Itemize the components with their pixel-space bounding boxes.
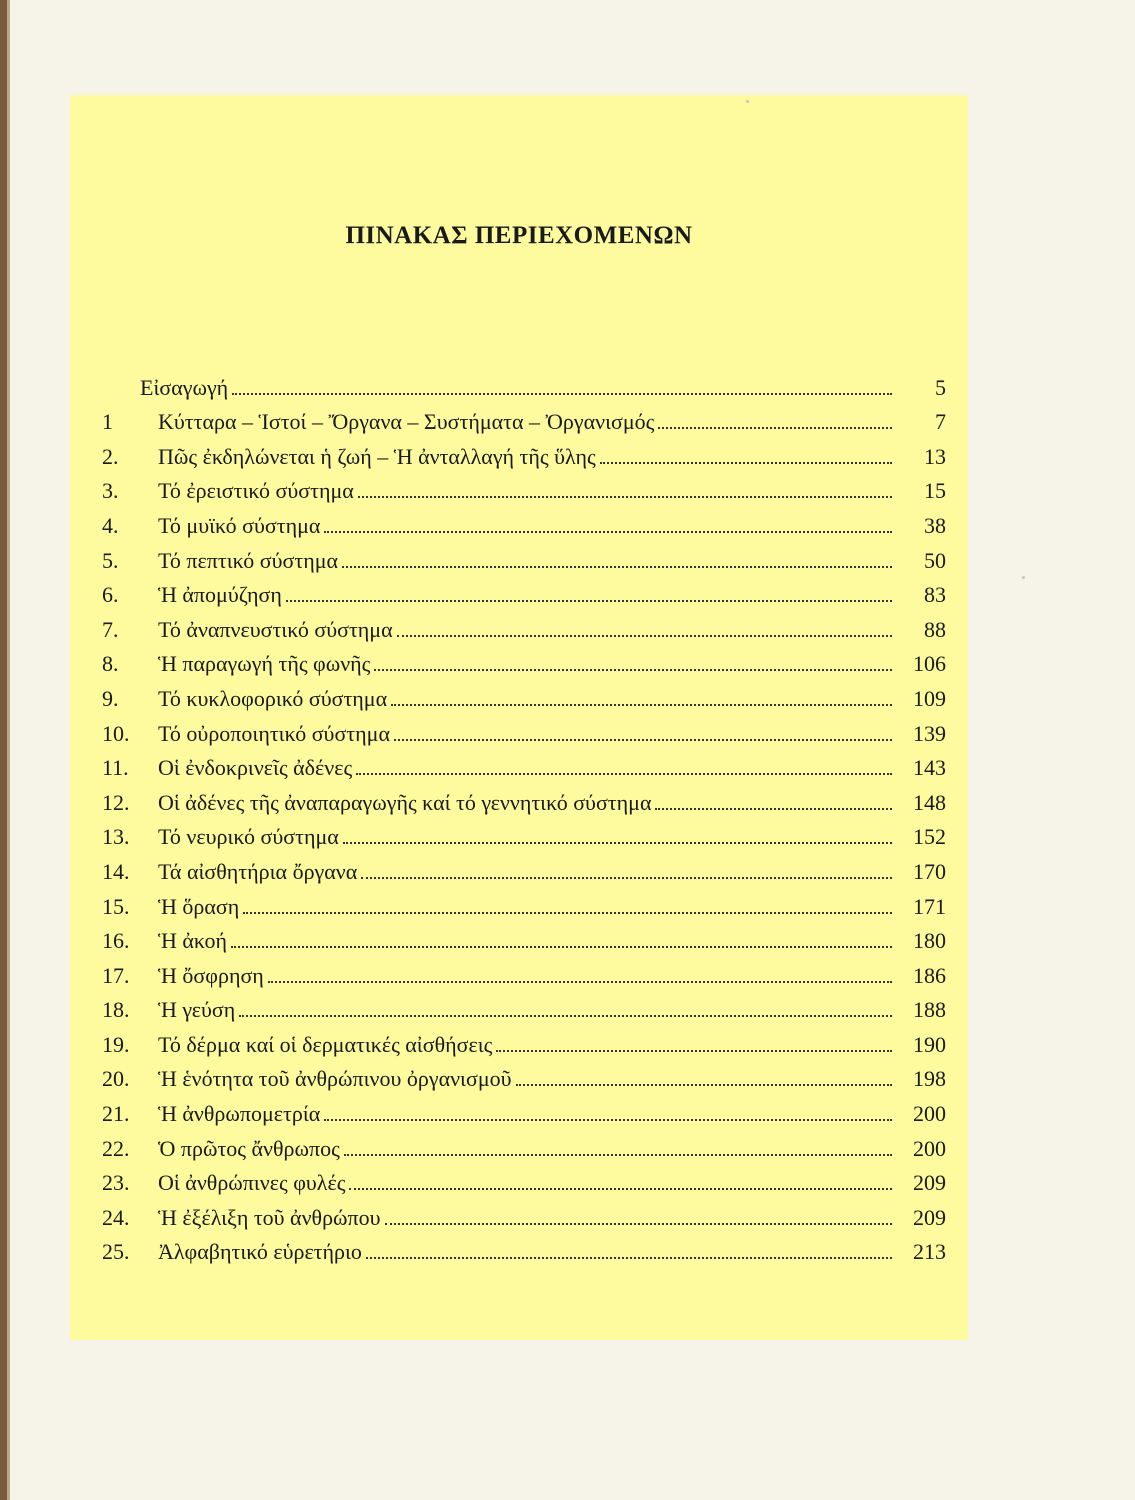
toc-title: Ὁ πρῶτος ἄνθρωπος xyxy=(158,1135,340,1161)
toc-number: 23. xyxy=(102,1170,130,1196)
toc-page-number: 190 xyxy=(913,1031,946,1057)
toc-number: 18. xyxy=(102,997,130,1023)
toc-number: 17. xyxy=(102,962,130,988)
toc-row xyxy=(102,435,946,470)
toc-page-number: 143 xyxy=(913,755,946,781)
toc-number: 15. xyxy=(102,893,130,919)
toc-page-number: 186 xyxy=(913,962,946,988)
toc-leader-dots xyxy=(658,407,892,429)
toc-leader-dots xyxy=(361,857,892,879)
toc-row xyxy=(102,504,946,539)
toc-row xyxy=(102,747,946,782)
table-of-contents xyxy=(102,366,946,1265)
toc-leader-dots xyxy=(358,476,892,498)
toc-page-number: 15 xyxy=(924,478,946,504)
toc-row xyxy=(102,1023,946,1058)
toc-title: Οἱ ἀνθρώπινες φυλές xyxy=(158,1170,346,1196)
toc-number: 2. xyxy=(102,443,119,469)
toc-page-number: 152 xyxy=(913,824,946,850)
toc-leader-dots xyxy=(356,753,892,775)
toc-title: Οἱ ἀδένες τῆς ἀναπαραγωγῆς καί τό γεννητικό σύστημα xyxy=(158,789,652,815)
toc-leader-dots xyxy=(391,684,892,706)
toc-title: Πῶς ἐκδηλώνεται ἡ ζωή – Ἡ ἀνταλλαγή τῆς ὕλης xyxy=(158,443,596,469)
toc-row xyxy=(102,1231,946,1266)
toc-title: Ἡ ἑνότητα τοῦ ἀνθρώπινου ὀργανισμοῦ xyxy=(158,1066,512,1092)
toc-leader-dots xyxy=(366,1237,892,1259)
toc-number: 11. xyxy=(102,755,129,781)
toc-row xyxy=(102,1127,946,1162)
toc-row xyxy=(102,781,946,816)
toc-title: Τό πεπτικό σύστημα xyxy=(158,547,339,573)
toc-page-number: 38 xyxy=(924,512,946,538)
toc-page-number: 170 xyxy=(913,858,946,884)
toc-row xyxy=(102,1092,946,1127)
toc-number: 21. xyxy=(102,1101,130,1127)
toc-row xyxy=(102,366,946,401)
page-title: ΠΙΝΑΚΑΣ ΠΕΡΙΕΧΟΜΕΝΩΝ xyxy=(345,222,693,249)
toc-leader-dots xyxy=(344,1134,892,1156)
toc-number: 9. xyxy=(102,685,119,711)
toc-number: 20. xyxy=(102,1066,130,1092)
toc-row xyxy=(102,643,946,678)
toc-page-number: 200 xyxy=(913,1101,946,1127)
toc-row xyxy=(102,1196,946,1231)
toc-title: Τό οὐροποιητικό σύστημα xyxy=(158,720,390,746)
toc-number: 4. xyxy=(102,512,119,538)
toc-title: Ἡ ἐξέλιξη τοῦ ἀνθρώπου xyxy=(158,1204,381,1230)
toc-title: Οἱ ἐνδοκρινεῖς ἀδένες xyxy=(158,755,353,781)
toc-leader-dots xyxy=(239,995,892,1017)
toc-page-number: 180 xyxy=(913,928,946,954)
toc-row xyxy=(102,539,946,574)
toc-title: Ἡ ὅραση xyxy=(158,893,240,919)
toc-page-number: 188 xyxy=(913,997,946,1023)
toc-row xyxy=(102,1162,946,1197)
toc-row xyxy=(102,954,946,989)
toc-page-number: 213 xyxy=(913,1239,946,1265)
toc-title: Ἡ ὄσφρηση xyxy=(158,962,264,988)
page-binding-shadow xyxy=(7,0,10,1500)
toc-leader-dots xyxy=(394,719,892,741)
toc-row xyxy=(102,920,946,955)
toc-leader-dots xyxy=(385,1203,892,1225)
toc-page-number: 148 xyxy=(913,789,946,815)
toc-leader-dots xyxy=(397,615,892,637)
toc-page-number: 171 xyxy=(913,893,946,919)
toc-title: Εἰσαγωγή xyxy=(140,374,229,400)
toc-leader-dots xyxy=(286,580,892,602)
toc-leader-dots xyxy=(243,892,892,914)
toc-page-number: 7 xyxy=(935,409,946,435)
toc-leader-dots xyxy=(655,788,892,810)
toc-title: Τό μυϊκό σύστημα xyxy=(158,512,321,538)
paper-speck xyxy=(746,100,749,103)
toc-row xyxy=(102,1058,946,1093)
toc-number: 13. xyxy=(102,824,130,850)
toc-number: 16. xyxy=(102,928,130,954)
toc-row xyxy=(102,885,946,920)
toc-leader-dots xyxy=(516,1064,892,1086)
toc-page-number: 209 xyxy=(913,1170,946,1196)
toc-number: 3. xyxy=(102,478,119,504)
toc-page-number: 83 xyxy=(924,582,946,608)
toc-leader-dots xyxy=(343,822,892,844)
toc-title: Ἡ ἀκοή xyxy=(158,928,228,954)
toc-title: Τό κυκλοφορικό σύστημα xyxy=(158,685,388,711)
toc-number: 1 xyxy=(102,409,113,435)
toc-number: 24. xyxy=(102,1204,130,1230)
toc-leader-dots xyxy=(600,442,892,464)
toc-page-number: 5 xyxy=(935,374,946,400)
toc-title: Ἡ γεύση xyxy=(158,997,236,1023)
toc-title: Τό ἀναπνευστικό σύστημα xyxy=(158,616,393,642)
toc-leader-dots xyxy=(342,546,892,568)
toc-row xyxy=(102,816,946,851)
toc-number: 14. xyxy=(102,858,130,884)
toc-leader-dots xyxy=(232,373,892,395)
toc-leader-dots xyxy=(268,961,892,983)
toc-row xyxy=(102,677,946,712)
toc-page-number: 106 xyxy=(913,651,946,677)
toc-row xyxy=(102,608,946,643)
toc-title: Ἀλφαβητικό εὑρετήριο xyxy=(158,1239,362,1265)
toc-number: 5. xyxy=(102,547,119,573)
toc-number: 25. xyxy=(102,1239,130,1265)
toc-page-number: 198 xyxy=(913,1066,946,1092)
toc-row xyxy=(102,470,946,505)
toc-leader-dots xyxy=(496,1030,892,1052)
toc-leader-dots xyxy=(374,649,892,671)
toc-number: 6. xyxy=(102,582,119,608)
toc-row xyxy=(102,574,946,609)
toc-number: 10. xyxy=(102,720,130,746)
toc-title: Τό ἐρειστικό σύστημα xyxy=(158,478,354,504)
paper-speck xyxy=(1022,576,1025,579)
toc-title: Ἡ ἀνθρωπομετρία xyxy=(158,1101,321,1127)
toc-row xyxy=(102,850,946,885)
toc-number: 19. xyxy=(102,1031,130,1057)
toc-page-number: 209 xyxy=(913,1204,946,1230)
toc-number: 12. xyxy=(102,789,130,815)
toc-title: Τά αἰσθητήρια ὄργανα xyxy=(158,858,358,884)
toc-leader-dots xyxy=(324,1099,892,1121)
toc-title: Κύτταρα – Ἱστοί – Ὄργανα – Συστήματα – Ὀργανισμός xyxy=(158,409,655,435)
toc-page-number: 200 xyxy=(913,1135,946,1161)
toc-page-number: 13 xyxy=(924,443,946,469)
toc-page-number: 139 xyxy=(913,720,946,746)
toc-leader-dots xyxy=(349,1168,892,1190)
toc-leader-dots xyxy=(324,511,892,533)
toc-title: Τό νευρικό σύστημα xyxy=(158,824,339,850)
page-binding-edge xyxy=(0,0,7,1500)
toc-row xyxy=(102,401,946,436)
toc-number: 7. xyxy=(102,616,119,642)
toc-page-number: 50 xyxy=(924,547,946,573)
toc-title: Ἡ παραγωγή τῆς φωνῆς xyxy=(158,651,371,677)
toc-row xyxy=(102,712,946,747)
toc-title: Τό δέρμα καί οἱ δερματικές αἰσθήσεις xyxy=(158,1031,493,1057)
toc-title: Ἡ ἀπομύζηση xyxy=(158,582,282,608)
toc-leader-dots xyxy=(231,926,892,948)
toc-number: 8. xyxy=(102,651,119,677)
toc-page-number: 88 xyxy=(924,616,946,642)
toc-row xyxy=(102,989,946,1024)
toc-page-number: 109 xyxy=(913,685,946,711)
toc-number: 22. xyxy=(102,1135,130,1161)
